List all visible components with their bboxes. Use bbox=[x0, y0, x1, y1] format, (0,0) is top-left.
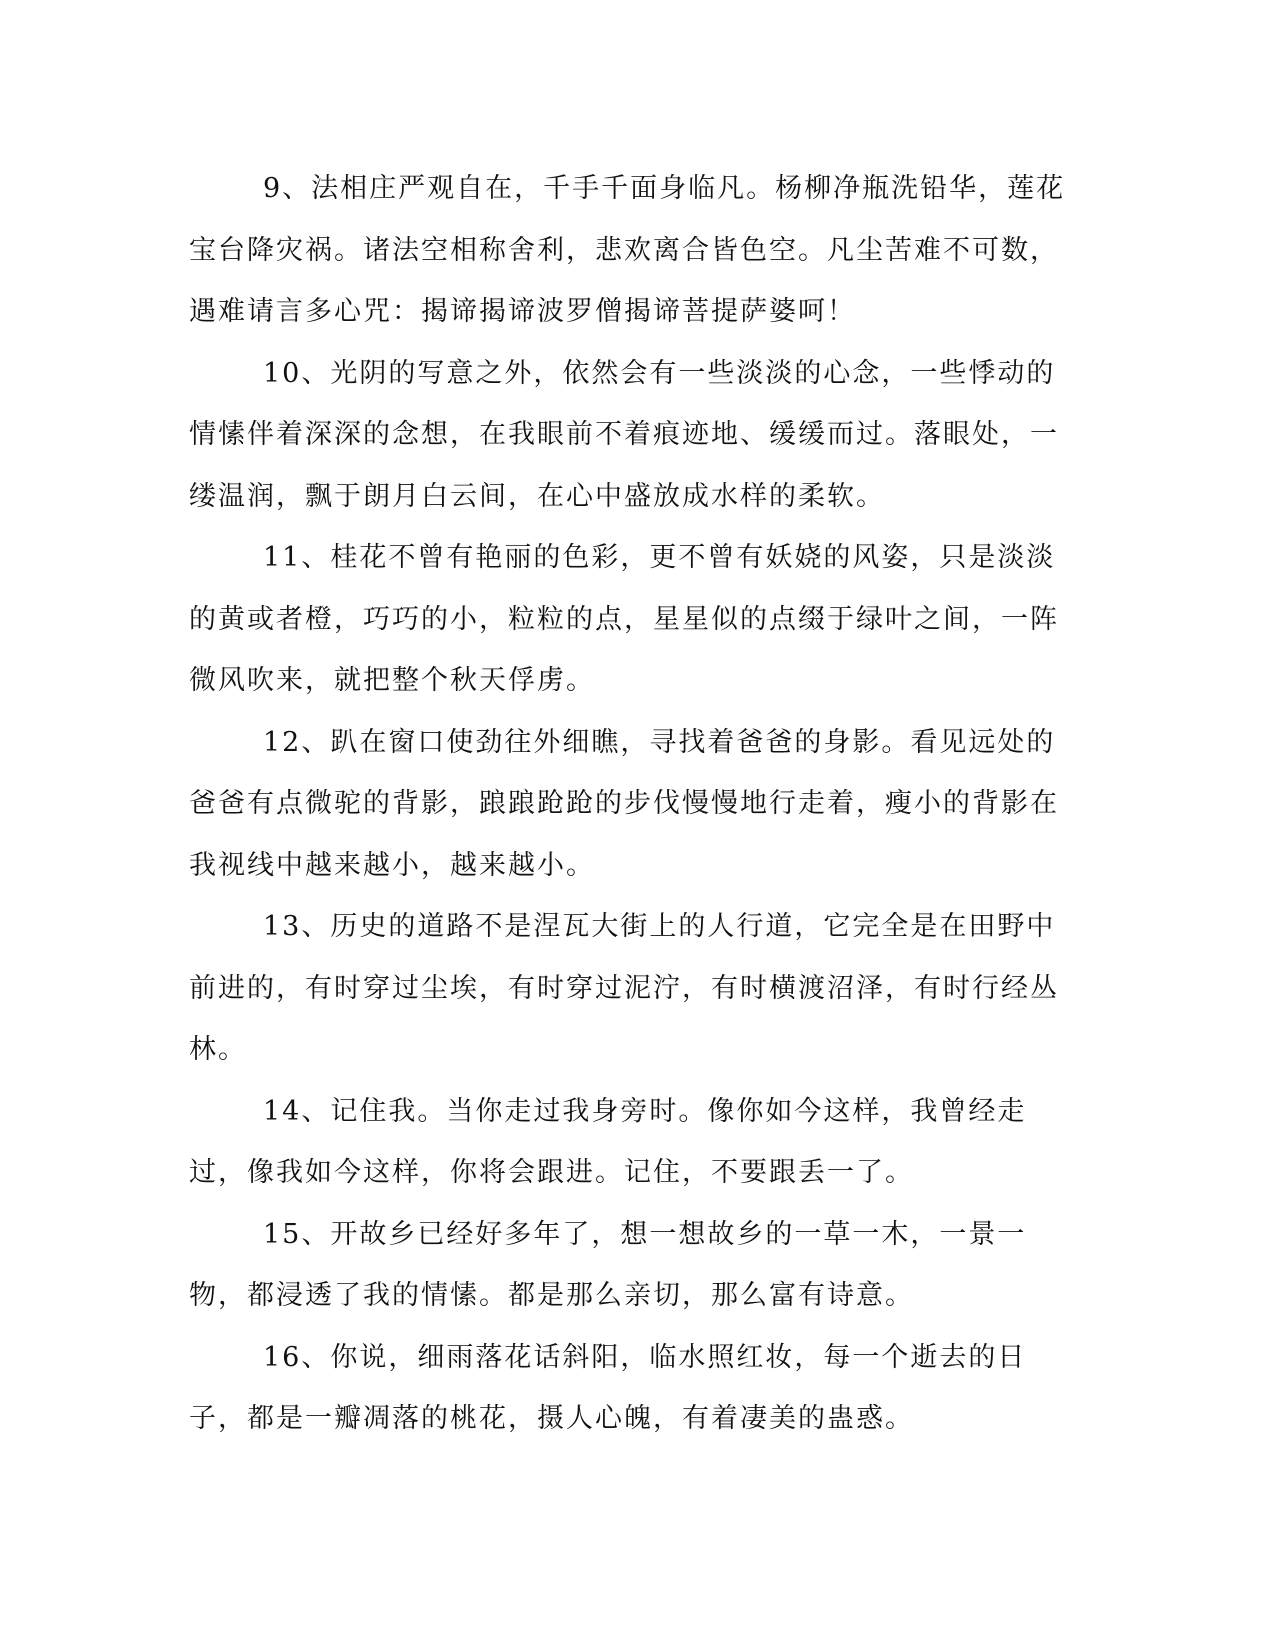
paragraph-14: 14、记住我。当你走过我身旁时。像你如今这样，我曾经走过，像我如今这样，你将会跟进。记住，不要跟丢一了。 bbox=[189, 1095, 1027, 1188]
paragraph-13: 13、历史的道路不是涅瓦大街上的人行道，它完全是在田野中前进的，有时穿过尘埃，有时穿过泥泞，有时横渡沼泽，有时行经丛林。 bbox=[189, 911, 1059, 1065]
paragraph-12: 12、趴在窗口使劲往外细瞧，寻找着爸爸的身影。看见远处的爸爸有点微驼的背影，踉踉跄跄的步伐慢慢地行走着，瘦小的背影在我视线中越来越小，越来越小。 bbox=[189, 726, 1059, 881]
paragraph-9: 9、法相庄严观自在，千手千面身临凡。杨柳净瓶洗铅华，莲花宝台降灾祸。诸法空相称舍利，悲欢离合皆色空。凡尘苦难不可数，遇难请言多心咒：揭谛揭谛波罗僧揭谛菩提萨婆呵！ bbox=[189, 173, 1066, 327]
paragraph-10: 10、光阴的写意之外，依然会有一些淡淡的心念，一些悸动的情愫伴着深深的念想，在我眼前不着痕迹地、缓缓而过。落眼处，一缕温润，飘于朗月白云间，在心中盛放成水样的柔软。 bbox=[189, 357, 1059, 512]
paragraph-15: 15、开故乡已经好多年了，想一想故乡的一草一木，一景一物，都浸透了我的情愫。都是那么亲切，那么富有诗意。 bbox=[189, 1218, 1027, 1311]
paragraph-11: 11、桂花不曾有艳丽的色彩，更不曾有妖娆的风姿，只是淡淡的黄或者橙，巧巧的小，粒粒的点，星星似的点缀于绿叶之间，一阵微风吹来，就把整个秋天俘虏。 bbox=[189, 542, 1059, 696]
paragraph-16: 16、你说，细雨落花话斜阳，临水照红妆，每一个逝去的日子，都是一瓣凋落的桃花，摄人心魄，有着凄美的蛊惑。 bbox=[189, 1341, 1027, 1434]
document-body bbox=[189, 158, 1079, 1450]
